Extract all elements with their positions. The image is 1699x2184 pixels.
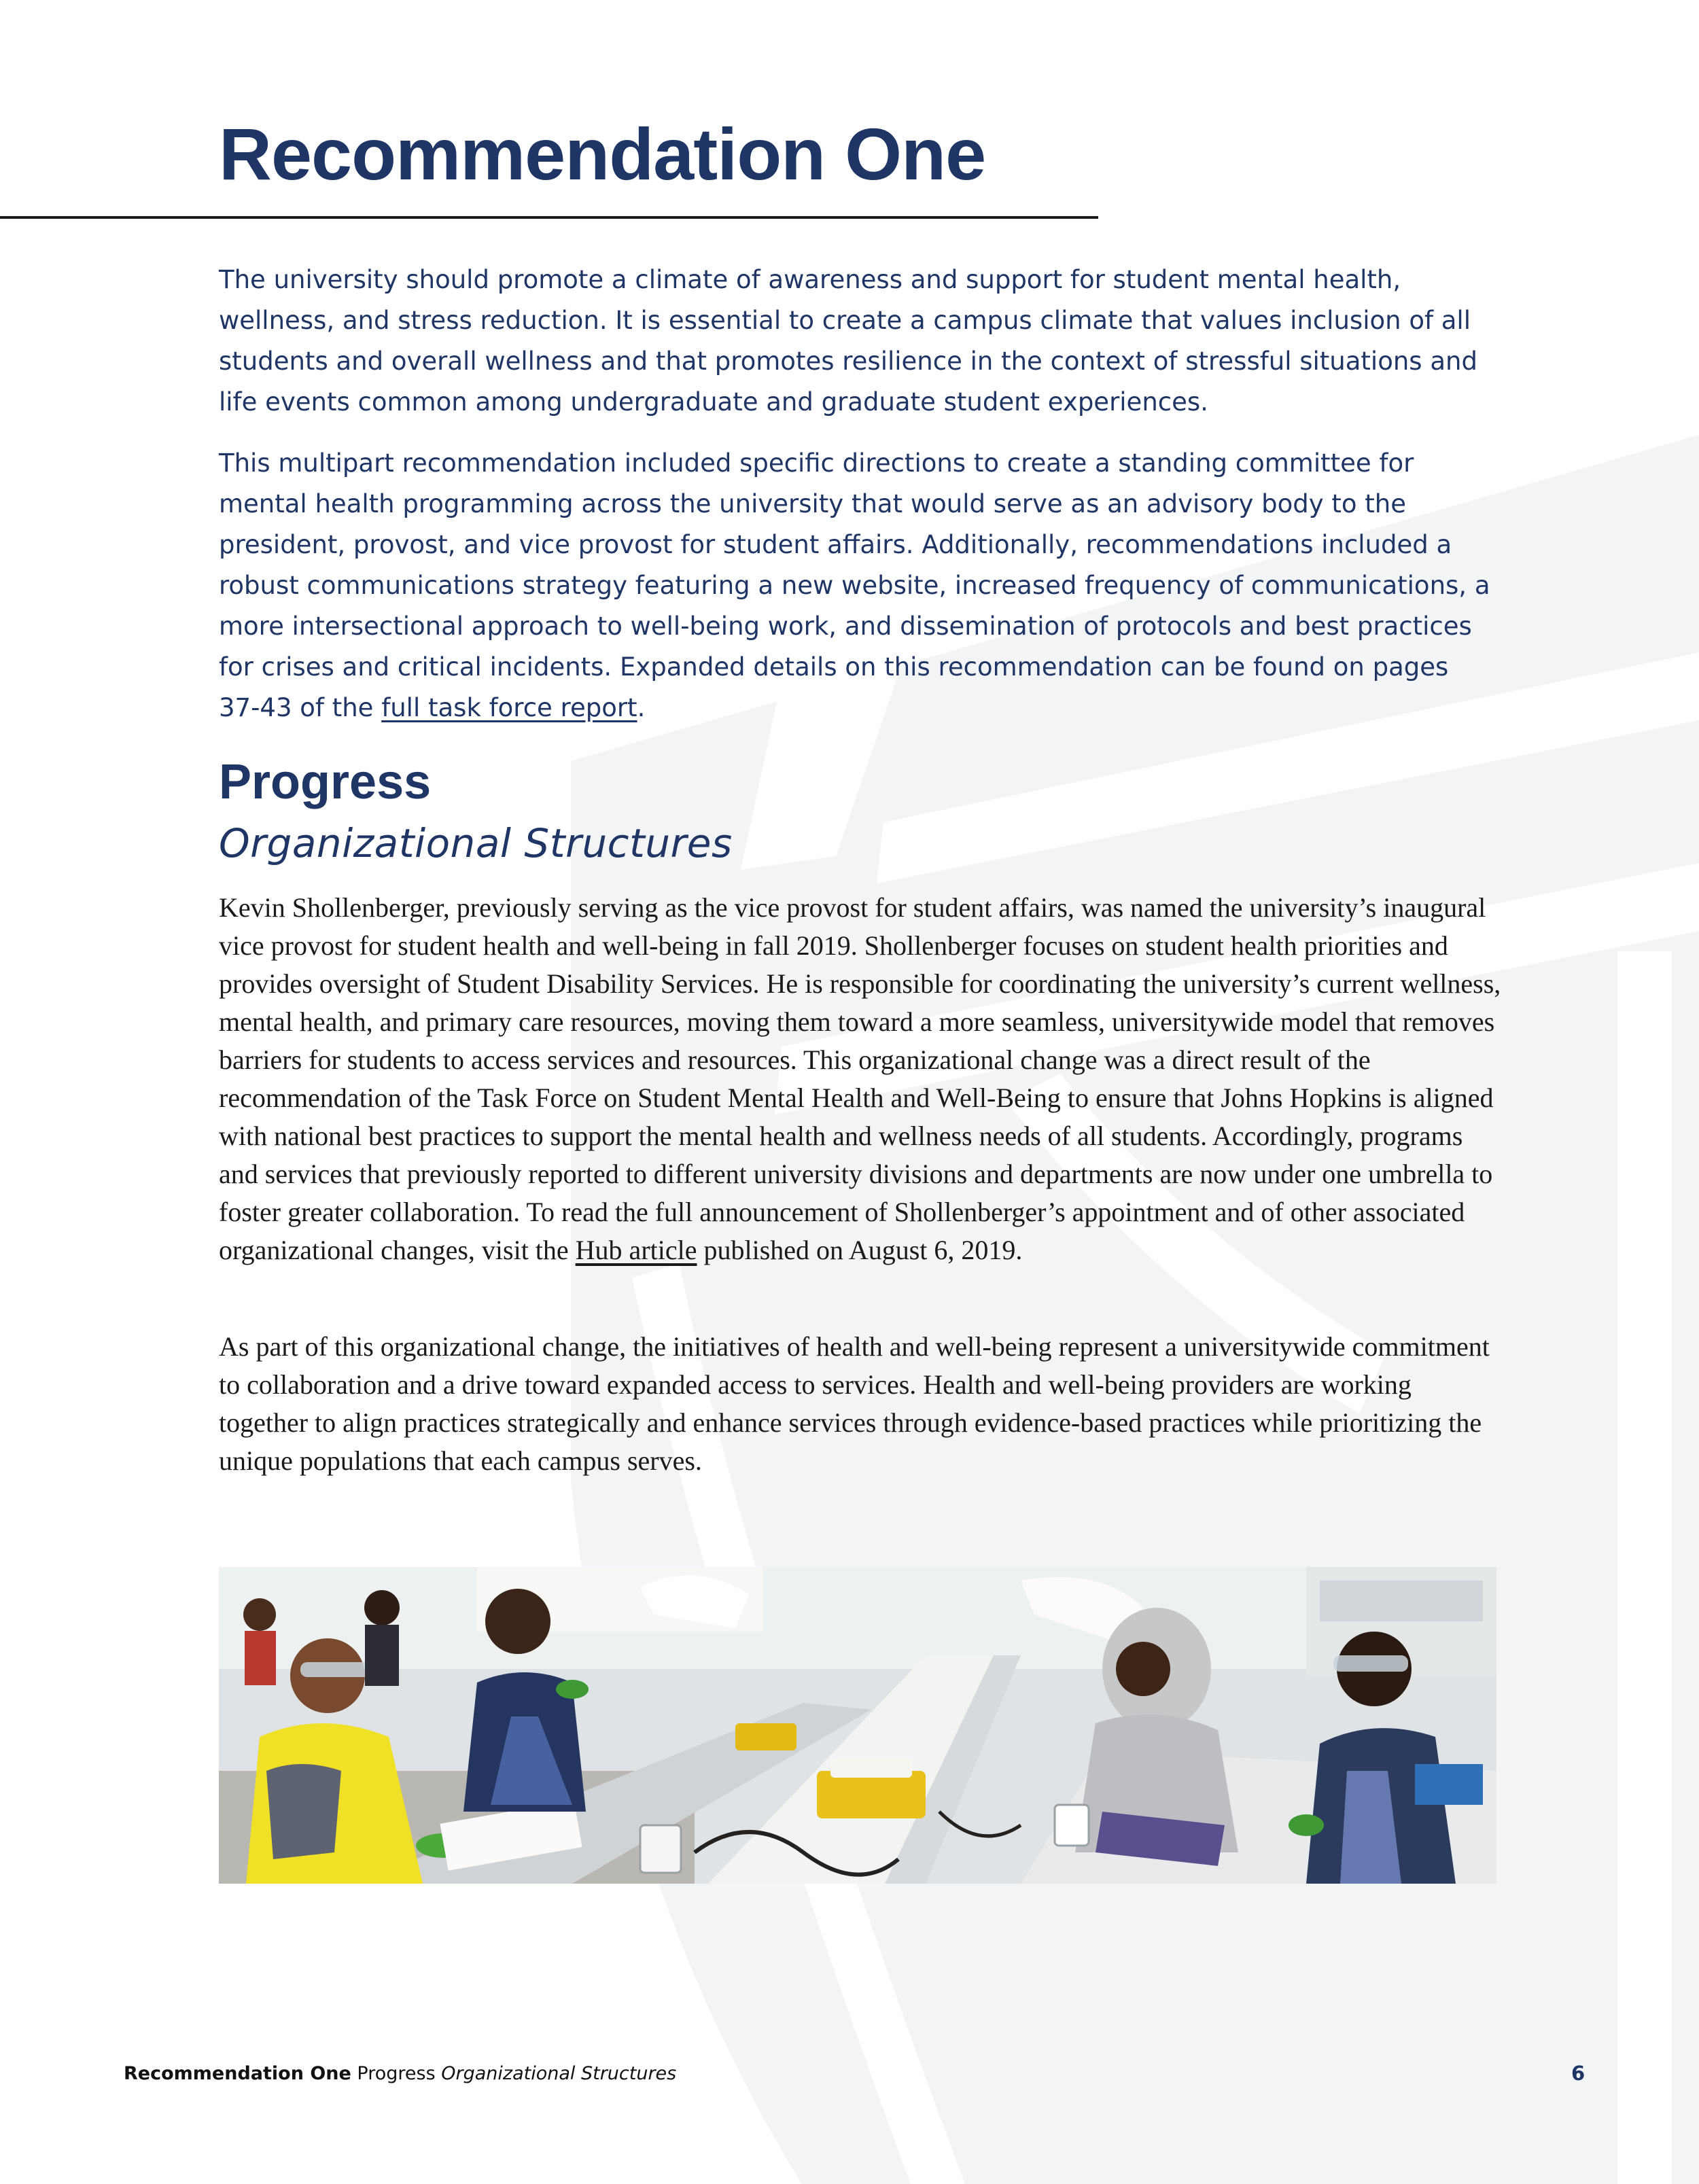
hub-article-link[interactable]: Hub article: [575, 1235, 697, 1265]
intro-paragraph-1: The university should promote a climate of awareness and support for student mental health, wellness, and stress reduction. It is essential to create a campus climate that values inclusion of all students and overall wellness and that promotes resilience in the context of stressful situations and life events common among undergraduate and graduate student experiences.: [219, 265, 1477, 417]
lab-photo: [219, 1567, 1496, 1884]
footer-section: Recommendation One: [124, 2063, 351, 2084]
intro-paragraph-2-text: This multipart recommendation included specific directions to create a standing committee for mental health programming across the university that would serve as an advisory body to the president, provost, and vice provost for student affairs. Additionally, recommendations included a robust communications strategy featuring a new website, increased frequency of communications, a more intersectional approach to well-being work, and dissemination of protocols and best practices for crises and critical incidents. Expanded details on this recommendation can be found on pages 37-43 of the: [219, 448, 1490, 722]
body-paragraph-1-text: Kevin Shollenberger, previously serving as the vice provost for student affairs, was named the university’s inaugural vice provost for student health and well-being in fall 2019. Shollenberger focuses on student health priorities and provides oversight of Student Disability Services. He is responsible for coordinating the university’s current wellness, mental health, and primary care resources, moving them toward a more seamless, universitywide model that removes barriers for students to access services and resources. This organizational change was a direct result of the recommendation of the Task Force on Student Mental Health and Well-Being to ensure that Johns Hopkins is aligned with national best practices to support the mental health and wellness needs of all students. Accordingly, programs and services that previously reported to different university divisions and departments are now under one umbrella to foster greater collaboration. To read the full announcement of Shollenberger’s appointment and of other associated organizational changes, visit the: [219, 892, 1501, 1265]
organizational-structures-heading: Organizational Structures: [219, 820, 733, 866]
full-task-force-report-link[interactable]: full task force report: [381, 693, 637, 722]
title-divider: [0, 216, 1098, 219]
progress-heading: Progress: [219, 755, 432, 809]
footer-breadcrumb: [124, 2063, 676, 2084]
body-paragraph-1-end: published on August 6, 2019.: [697, 1235, 1023, 1265]
body-paragraph-1: [219, 889, 1503, 1269]
page-number: 6: [1571, 2062, 1586, 2085]
footer-part: Progress: [357, 2063, 436, 2084]
lab-photo-illustration: [219, 1567, 1496, 1884]
intro-paragraph-2-end: .: [637, 693, 646, 722]
body-paragraph-2: As part of this organizational change, the initiatives of health and well-being represent a universitywide commitment to collaboration and a drive toward expanded access to services. Health and well-being providers are working together to align practices strategically and enhance services through evidence-based practices while prioritizing the unique populations that each campus serves.: [219, 1331, 1490, 1476]
page-title: Recommendation One: [219, 113, 986, 195]
footer-topic: Organizational Structures: [441, 2063, 677, 2084]
intro-paragraph-2: [219, 443, 1496, 728]
